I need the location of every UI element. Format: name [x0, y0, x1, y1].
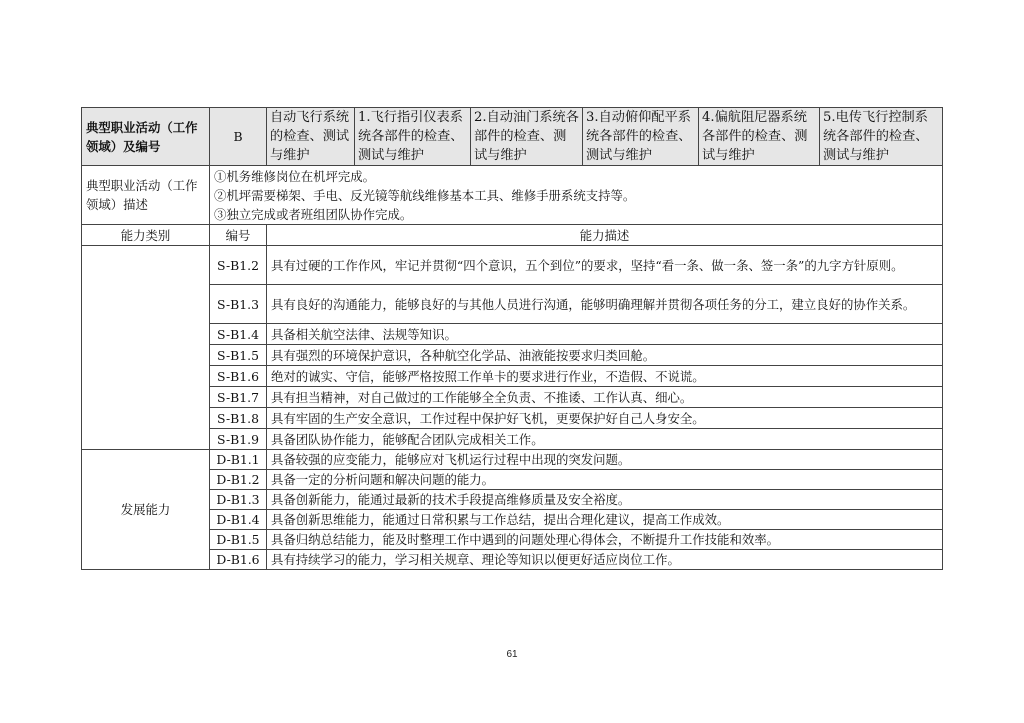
row-text: 具备较强的应变能力，能够应对飞机运行过程中出现的突发问题。: [267, 450, 943, 470]
row-code: D-B1.5: [210, 530, 267, 550]
table-row: [82, 246, 943, 285]
row-code: S-B1.7: [210, 387, 267, 408]
row-text: 具备创新能力，能通过最新的技术手段提高维修质量及安全裕度。: [267, 490, 943, 510]
description-line-3: ③独立完成或者班组团队协作完成。: [214, 206, 413, 222]
activity-code: B: [210, 108, 267, 166]
table-row: [82, 550, 943, 570]
desc-header: 能力描述: [267, 225, 943, 246]
sub-activity-2: 2.自动油门系统各部件的检查、测试与维护: [471, 108, 583, 166]
competency-table: [81, 107, 943, 570]
row-text: 具备一定的分析问题和解决问题的能力。: [267, 470, 943, 490]
column-header-row: [82, 225, 943, 246]
row-text: 具有持续学习的能力，学习相关规章、理论等知识以便更好适应岗位工作。: [267, 550, 943, 570]
row-code: S-B1.3: [210, 285, 267, 324]
row-text: 具备归纳总结能力，能及时整理工作中遇到的问题处理心得体会，不断提升工作技能和效率。: [267, 530, 943, 550]
row-code: S-B1.8: [210, 408, 267, 429]
row-text: 具有担当精神，对自己做过的工作能够全全负责、不推诿、工作认真、细心。: [267, 387, 943, 408]
table-row: [82, 324, 943, 345]
row-code: D-B1.2: [210, 470, 267, 490]
sub-activity-1: 1.飞行指引仪表系统各部件的检查、测试与维护: [355, 108, 471, 166]
row-text: 具备创新思维能力，能通过日常积累与工作总结，提出合理化建议，提高工作成效。: [267, 510, 943, 530]
description-line-1: ①机务维修岗位在机坪完成。: [214, 168, 376, 184]
table-row: [82, 387, 943, 408]
row-code: D-B1.1: [210, 450, 267, 470]
table-row: [82, 510, 943, 530]
table-row: [82, 429, 943, 450]
table-row: [82, 408, 943, 429]
sub-activity-0: 自动飞行系统的检查、测试与维护: [267, 108, 355, 166]
sub-activity-3: 3.自动俯仰配平系统各部件的检查、测试与维护: [583, 108, 699, 166]
row-code: D-B1.6: [210, 550, 267, 570]
row-code: D-B1.4: [210, 510, 267, 530]
sub-activity-5: 5.电传飞行控制系统各部件的检查、测试与维护: [820, 108, 943, 166]
row-text: 具备团队协作能力，能够配合团队完成相关工作。: [267, 429, 943, 450]
description-line-2: ②机坪需要梯架、手电、反光镜等航线维修基本工具、维修手册系统支持等。: [214, 187, 636, 203]
row-code: S-B1.4: [210, 324, 267, 345]
table-row: [82, 470, 943, 490]
row-text: 具有强烈的环境保护意识，各种航空化学品、油液能按要求归类回舱。: [267, 345, 943, 366]
description-label: 典型职业活动（工作领域）描述: [82, 166, 210, 225]
table-row: [82, 285, 943, 324]
row-text: 具有牢固的生产安全意识，工作过程中保护好飞机，更要保护好自己人身安全。: [267, 408, 943, 429]
row-code: S-B1.5: [210, 345, 267, 366]
table-row: [82, 450, 943, 470]
table-row: [82, 490, 943, 510]
sub-activity-4: 4.偏航阻尼器系统各部件的检查、测试与维护: [699, 108, 820, 166]
social-category-cell: [82, 246, 210, 450]
header-row: [82, 108, 943, 166]
development-category-cell: 发展能力: [82, 450, 210, 570]
row-code: S-B1.2: [210, 246, 267, 285]
row-text: 具有良好的沟通能力，能够良好的与其他人员进行沟通，能够明确理解并贯彻各项任务的分工，建立良好的协作关系。: [267, 285, 943, 324]
table-row: [82, 345, 943, 366]
row-text: 绝对的诚实、守信，能够严格按照工作单卡的要求进行作业，不造假、不说谎。: [267, 366, 943, 387]
table-row: [82, 366, 943, 387]
row-code: D-B1.3: [210, 490, 267, 510]
description-row: [82, 166, 943, 225]
category-header: 能力类别: [82, 225, 210, 246]
row-text: 具有过硬的工作作风，牢记并贯彻“四个意识，五个到位”的要求，坚持“看一条、做一条、签一条”的九字方针原则。: [267, 246, 943, 285]
page-number: 61: [506, 649, 518, 660]
table-row: [82, 530, 943, 550]
row-text: 具备相关航空法律、法规等知识。: [267, 324, 943, 345]
activity-label: 典型职业活动（工作领域）及编号: [82, 108, 210, 166]
row-code: S-B1.9: [210, 429, 267, 450]
row-code: S-B1.6: [210, 366, 267, 387]
code-header: 编号: [210, 225, 267, 246]
description-text: [210, 166, 943, 225]
